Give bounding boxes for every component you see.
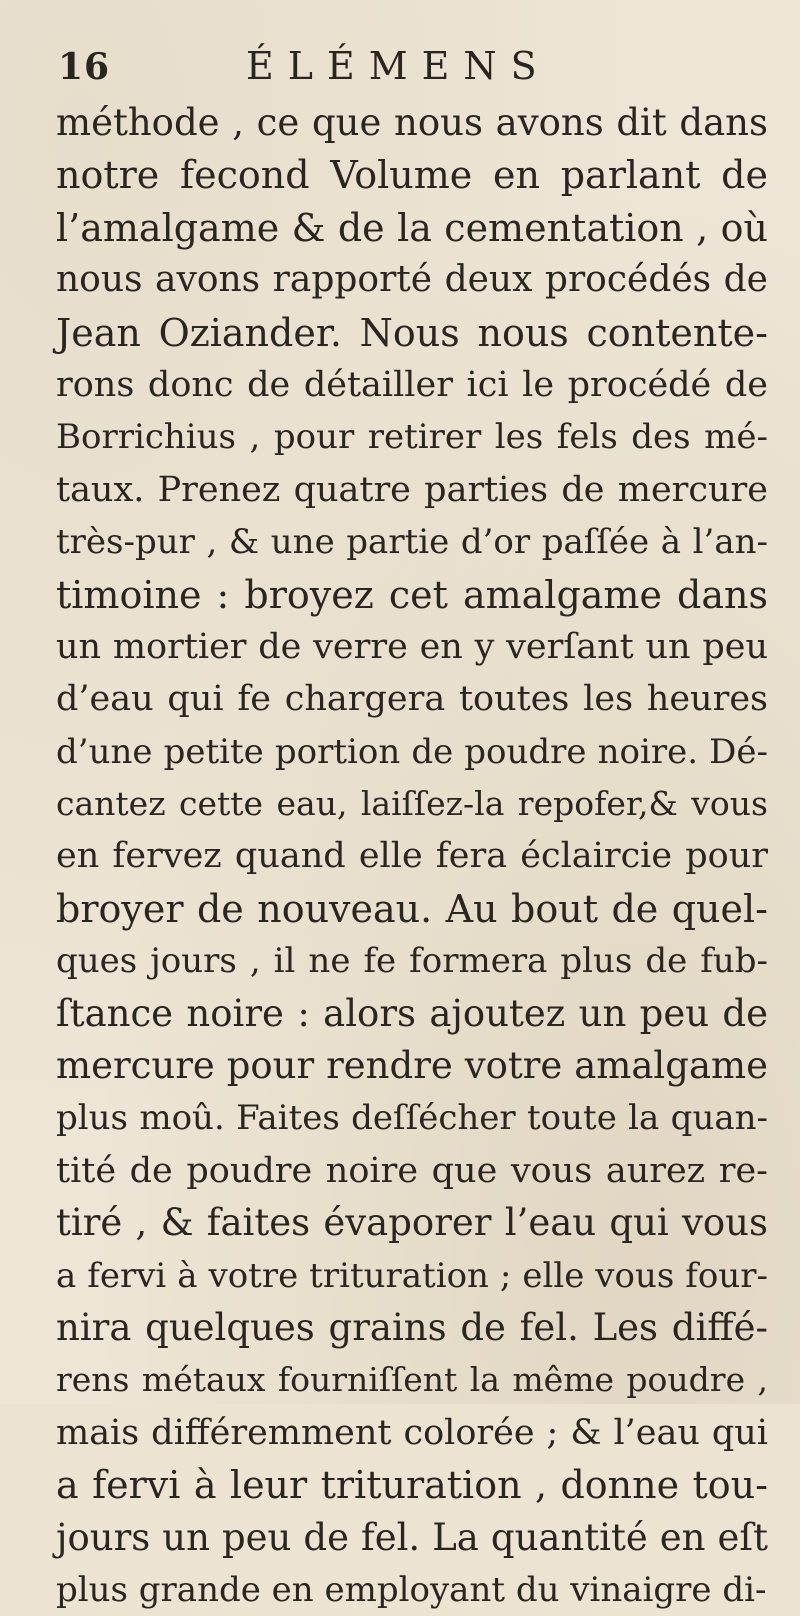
text-line: un mortier de verre en y verſant un peu [56,626,768,667]
text-line: mais différemment colorée ; & l’eau qui [56,1412,768,1453]
text-line: nous avons rapporté deux procédés de [56,259,768,301]
page-number: 16 [58,46,111,88]
text-line: plus moû. Faites deſſécher toute la quan- [56,1098,768,1139]
text-line: a fervi à leur trituration , donne tou- [56,1463,768,1508]
text-line: cantez cette eau, laiſſez-la repofer,& vous [56,784,768,824]
text-line: timoine : broyez cet amalgame dans [56,572,768,617]
running-title: ÉLÉMENS [246,44,551,88]
text-line: d’eau qui fe chargera toutes les heures [56,679,768,720]
text-line: nira quelques grains de fel. Les diffé- [56,1305,768,1349]
text-line: Borrichius , pour retirer les fels des mé- [56,417,768,458]
text-line: rens métaux fourniſſent la même poudre , [56,1360,768,1400]
text-line: jours un peu de fel. La quantité en eſt [56,1515,768,1559]
text-line: ſtance noire : alors ajoutez un peu de [56,991,768,1035]
text-line: d’une petite portion de poudre noire. Dé- [56,731,768,772]
text-line: en fervez quand elle fera éclaircie pour [56,836,768,877]
body-text [56,97,768,1616]
text-line: très-pur , & une partie d’or paſſée à l’an- [56,522,768,563]
text-line: l’amalgame & de la cementation , où [56,205,768,250]
text-line: mercure pour rendre votre amalgame [56,1044,768,1088]
text-line: plus grande en employant du vinaigre di- [56,1569,767,1610]
text-line: a fervi à votre trituration ; elle vous four- [56,1255,768,1296]
text-line: notre fecond Volume en parlant de [56,153,768,198]
page-header [58,40,758,90]
text-line: tité de poudre noire que vous aurez re- [56,1150,768,1191]
text-line: méthode , ce que nous avons dit dans [56,101,768,144]
text-line: rons donc de détailler ici le procédé de [56,364,768,405]
text-line: broyer de nouveau. Au bout de quel- [56,886,768,931]
text-line: tiré , & faites évaporer l’eau qui vous [56,1201,768,1245]
text-line: Jean Oziander. Nous nous contente- [56,310,768,355]
text-line: taux. Prenez quatre parties de mercure [56,469,768,510]
text-line: ques jours , il ne fe formera plus de fub- [56,941,768,982]
